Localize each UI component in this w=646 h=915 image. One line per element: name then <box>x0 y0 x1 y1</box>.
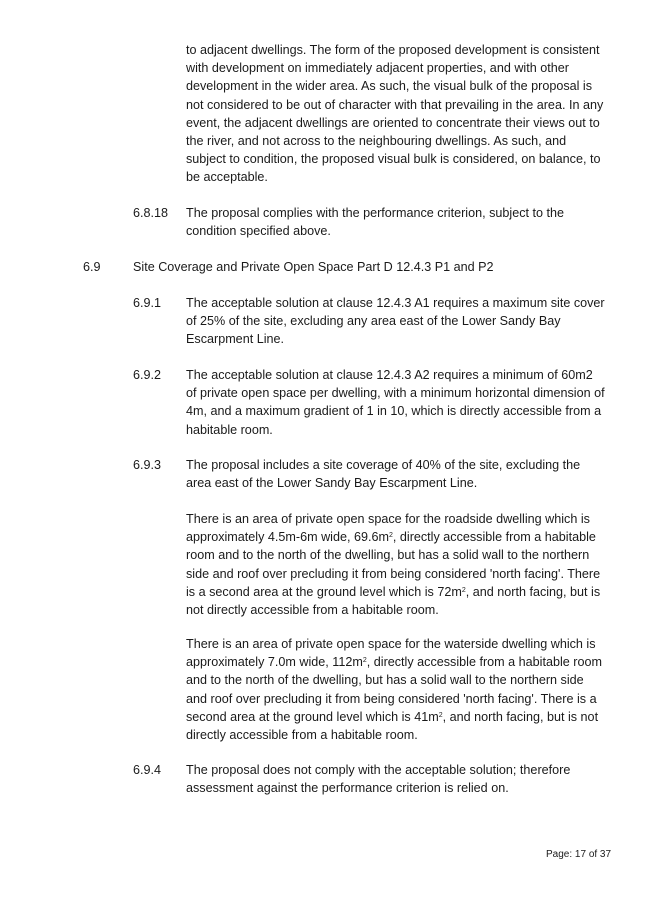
page-number-footer: Page: 17 of 37 <box>546 849 612 860</box>
roadside-text-part: , and north facing, but is not directly accessible from a habitable room. <box>186 584 601 618</box>
waterside-text-part: There is an area of private open space for the waterside dwelling which is approximately 7.0m wide, 112m <box>186 637 596 670</box>
paragraph-continued: to adjacent dwellings. The form of the proposed development is consistent with development on immediately adjacent properties, and with other development in the wider area. As such, the visual bulk of the proposal is not considered to be out of character with that prevailing in the area. In any event, the adjacent dwellings are oriented to concentrate their views out to the river, and not across to the neighbouring dwellings. As such, and subject to condition, the proposed visual bulk is considered, on balance, to be acceptable. <box>186 43 604 185</box>
section-number: 6.9.2 <box>133 368 162 382</box>
section-text: The proposal does not comply with the acceptable solution; therefore assessment against the performance criterion is relied on. <box>186 763 571 796</box>
roadside-text-part: There is an area of private open space for the roadside dwelling which is approximately 4.5m-6m wide, 69.6m <box>186 512 590 545</box>
section-text: The proposal includes a site coverage of 40% of the site, excluding the area east of the Lower Sandy Bay Escarpment Line. <box>186 458 581 491</box>
section-text: The proposal complies with the performance criterion, subject to the condition specified above. <box>186 206 564 239</box>
waterside-text-part: , and north facing, but is not directly accessible from a habitable room. <box>186 709 599 743</box>
superscript: 2 <box>461 586 466 594</box>
section-number: 6.9.4 <box>133 763 162 777</box>
section-heading: Site Coverage and Private Open Space Part D 12.4.3 P1 and P2 <box>133 260 494 274</box>
section-number: 6.9.1 <box>133 296 162 310</box>
superscript: 2 <box>362 657 367 665</box>
paragraph-waterside-dwelling <box>186 635 606 744</box>
superscript: 2 <box>388 532 393 540</box>
section-number: 6.9.3 <box>133 458 162 472</box>
section-number: 6.9 <box>83 260 101 274</box>
section-text: The acceptable solution at clause 12.4.3 A1 requires a maximum site cover of 25% of the site, excluding any area east of the Lower Sandy Bay Escarpment Line. <box>186 296 605 347</box>
superscript: 2 <box>438 711 443 719</box>
section-text: The acceptable solution at clause 12.4.3 A2 requires a minimum of 60m2 of private open space per dwelling, with a minimum horizontal dimension of 4m, and a maximum gradient of 1 in 10, which is directly accessible from a habitable room. <box>186 368 605 437</box>
roadside-text-part: , directly accessible from a habitable room and to the north of the dwelling, but has a solid wall to the northern side and roof over precluding it from being considered 'north facing'. There is a second area at the ground level which is 72m <box>186 530 601 599</box>
waterside-text-part: , directly accessible from a habitable room and to the north of the dwelling, but has a solid wall to the northern side and roof over precluding it from being considered 'north facing'. There is a second area at the ground level which is 41m <box>186 655 602 724</box>
paragraph-roadside-dwelling <box>186 510 606 619</box>
section-number: 6.8.18 <box>133 206 169 220</box>
